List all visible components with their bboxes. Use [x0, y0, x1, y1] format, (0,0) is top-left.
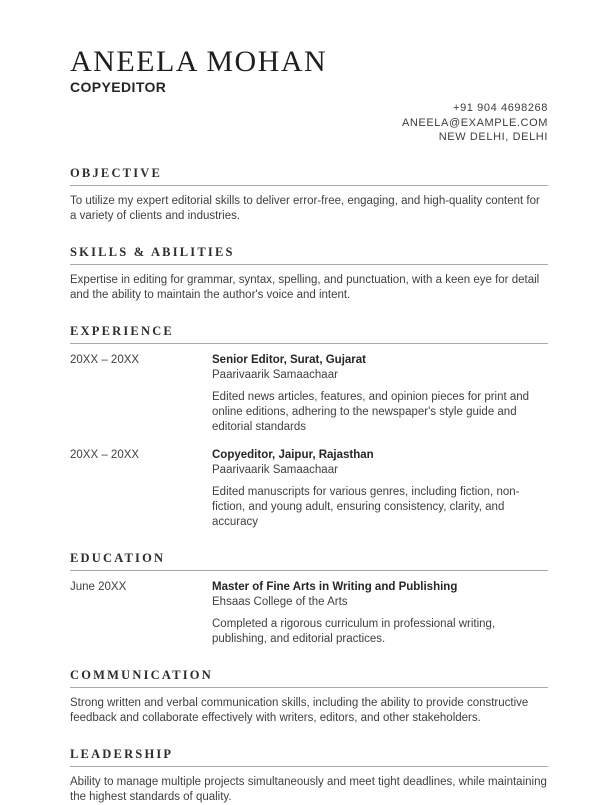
section-leadership	[70, 747, 548, 805]
contact-location: NEW DELHI, DELHI	[438, 131, 548, 143]
resume-header	[70, 46, 548, 145]
entry-school: Ehsaas College of the Arts	[212, 595, 348, 608]
contact-email: ANEELA@EXAMPLE.COM	[401, 116, 548, 129]
contact-phone: +91 904 4698268	[453, 102, 548, 114]
section-heading-communication: COMMUNICATION	[70, 668, 548, 688]
entry-main	[212, 580, 548, 647]
entry-description: Edited manuscripts for various genres, including fiction, non-fiction, and young adult, ensuring consistency, clarity, and accuracy	[212, 485, 520, 528]
section-communication	[70, 668, 548, 726]
section-body-leadership: Ability to manage multiple projects simultaneously and meet tight deadlines, while maintaining the highest standards of quality.	[70, 775, 547, 803]
section-heading-skills: SKILLS & ABILITIES	[70, 245, 548, 265]
section-body-objective: To utilize my expert editorial skills to deliver error-free, engaging, and high-quality content for a variety of clients and industries.	[70, 194, 540, 222]
contact-block	[70, 101, 548, 145]
section-body-skills: Expertise in editing for grammar, syntax, spelling, and punctuation, with a keen eye for detail and the ability to maintain the author's voice and intent.	[70, 273, 540, 301]
entry-organization: Paarivaarik Samaachaar	[212, 368, 338, 381]
entry-main	[212, 353, 548, 435]
entry-organization: Paarivaarik Samaachaar	[212, 463, 338, 476]
entry-role: Senior Editor, Surat, Gujarat	[212, 353, 367, 366]
entry-role: Copyeditor, Jaipur, Rajasthan	[212, 448, 374, 461]
entry-dates: June 20XX	[70, 580, 127, 593]
section-heading-leadership: LEADERSHIP	[70, 747, 548, 767]
experience-entry	[70, 353, 548, 435]
section-body-communication: Strong written and verbal communication skills, including the ability to provide constructive feedback and collaborate effectively with writers, editors, and other stakeholders.	[70, 696, 529, 724]
entry-degree: Master of Fine Arts in Writing and Publishing	[212, 580, 458, 593]
entry-main	[212, 448, 548, 530]
section-skills	[70, 245, 548, 303]
section-heading-experience: EXPERIENCE	[70, 324, 548, 344]
entry-dates: 20XX – 20XX	[70, 353, 140, 366]
section-education	[70, 551, 548, 647]
entry-description: Completed a rigorous curriculum in professional writing, publishing, and editorial practices.	[212, 617, 496, 645]
experience-entry	[70, 448, 548, 530]
education-entry	[70, 580, 548, 647]
job-title: COPYEDITOR	[70, 79, 167, 95]
section-experience	[70, 324, 548, 530]
section-objective	[70, 166, 548, 224]
entry-description: Edited news articles, features, and opinion pieces for print and online editions, adhering to the newspaper's style guide and editorial standards	[212, 390, 530, 433]
section-heading-education: EDUCATION	[70, 551, 548, 571]
entry-dates: 20XX – 20XX	[70, 448, 140, 461]
section-heading-objective: OBJECTIVE	[70, 166, 548, 186]
page-title: ANEELA MOHAN	[70, 45, 328, 78]
